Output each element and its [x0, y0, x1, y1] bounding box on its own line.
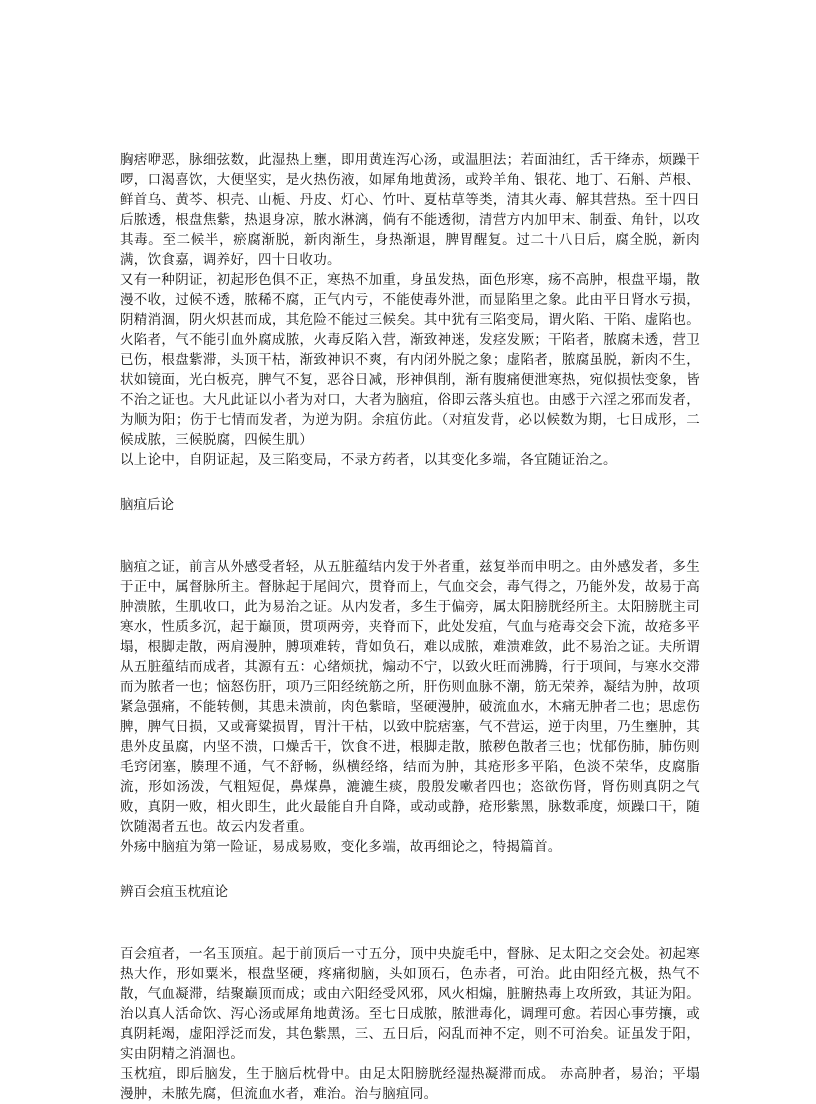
paragraph: 以上论中，自阴证起，及三陷变局，不录方药者，以其变化多端，各宜随证治之。	[120, 452, 617, 468]
paragraph: 百会疽者，一名玉顶疽。起于前顶后一寸五分，顶中央旋毛中，督脉、足太阳之交会处。初起寒热大作，形如粟米，根盘坚硬，疼痛彻脑，头如顶石，色赤者，可治。此由阳经亢极，热气不散，气血凝滞，结聚巅顶而成；或由六阳经受风邪，风火相煽，脏腑热毒上攻所致，其证为阳。治以真人活命饮、泻心汤或犀角地黄汤。至七日成脓，脓泄毒化，调理可愈。若因心事劳攘，或真阴耗竭，虚阳浮泛而发，其色紫黑，三、五日后，闷乱而神不定，则不可治矣。证虽发于阳，实由阴精之消涸也。	[120, 946, 700, 1062]
paragraph: 脑疽之证，前言从外感受者轻，从五脏蕴结内发于外者重，兹复举而申明之。由外感发者，多生于正中，属督脉所主。督脉起于尾闾穴，贯脊而上，气血交会，毒气得之，乃能外发，故易于高肿溃脓，生肌收口，此为易治之证。从内发者，多生于偏旁，属太阳膀胱经所主。太阳膀胱主司寒水，性质多沉，起于巅顶，贯项两旁，夹脊而下，此处发疽，气血与疮毒交会下流，故疮多平塌，根脚走散，两肩漫肿，膊项难转，背如负石，难以成脓，难溃难敛，此不易治之证。夫所谓从五脏蕴结而成者，其源有五：心绪烦扰，煽动不宁，以致火旺而沸腾，行于项间，与寒水交滞而为脓者一也；恼怒伤肝，项乃三阳经统筋之所，肝伤则血脉不潮，筋无荣养，凝结为肿，故项紧急强痛，不能转侧，其患未溃前，肉色紫暗，坚硬漫肿，破流血水，木痛无肿者二也；思虑伤脾，脾气日损，又或膏粱损胃，胃汁干枯，以致中脘痞塞，气不营运，逆于肉里，乃生壅肿，其患外皮虽腐，内坚不溃，口燥舌干，饮食不进，根脚走散，脓秽色散者三也；忧郁伤肺，肺伤则毛窍闭塞，腠理不通，气不舒畅，纵横经络，结而为肿，其疮形多平陷，色淡不荣华，皮腐脂流，形如汤泼，气粗短促，鼻煤鼻，漉漉生痰，殷殷发嗽者四也；恣欲伤肾，肾伤则真阴之气败，真阴一败，相火即生，此火最能自升自降，或动或静，疮形紫黑，脉数乖度，烦躁口干，随饮随渴者五也。故云内发者重。	[120, 559, 700, 835]
paragraph: 外疡中脑疽为第一险证，易成易败，变化多端，故再细论之，特揭篇首。	[120, 839, 562, 855]
spacer	[120, 470, 700, 495]
paragraph: 又有一种阴证，初起形色俱不正，寒热不加重，身虽发热，面色形寒，疡不高肿，根盘平塌，散漫不收，过候不透，脓稀不腐，正气内亏，不能使毒外泄，而显陷里之象。此由平日肾水亏损，阴精消涸，阴火炽甚而成，其危险不能过三候矣。其中犹有三陷变局，谓火陷、干陷、虚陷也。火陷者，气不能引血外腐成脓，火毒反陷入营，渐致神迷，发痉发厥；干陷者，脓腐未透，营卫已伤，根盘紫滞，头顶干枯，渐致神识不爽，有内闭外脱之象；虚陷者，脓腐虽脱，新肉不生，状如镜面，光白板亮，脾气不复，恶谷日减，形神俱削，渐有腹痛便泄寒热，宛似损怯变象，皆不治之证也。大凡此证以小者为对口，大者为脑疽，俗即云落头疽也。由感于六淫之邪而发者，为顺为阳；伤于七情而发者，为逆为阴。余疽仿此。（对疽发背，必以候数为期，七日成形，二候成脓，三候脱腐，四候生肌）	[120, 272, 700, 448]
section-heading: 脑疽后论	[120, 497, 174, 513]
document-page	[120, 150, 700, 1104]
section-heading: 辨百会疽玉枕疽论	[120, 884, 228, 900]
paragraph: 玉枕疽，即后脑发，生于脑后枕骨中。由足太阳膀胱经湿热凝滞而成。 赤高肿者，易治；平塌漫肿，未脓先腐，但流血水者，难治。治与脑疽同。	[120, 1066, 700, 1102]
paragraph: 胸痞咿恶，脉细弦数，此湿热上壅，即用黄连泻心汤，或温胆法；若面油红，舌干绛赤，烦躁干啰，口渴喜饮，大便坚实，是火热伤液，如犀角地黄汤，或羚羊角、银花、地丁、石斛、芦根、鲜首乌、黄芩、枳壳、山栀、丹皮、灯心、竹叶、夏枯草等类，清其火毒、解其营热。至十四日后脓透，根盘焦紫，热退身凉，脓水淋漓，倘有不能透彻，清营方内加甲末、制蚕、角针，以攻其毒。至二候半，瘀腐渐脱，新肉渐生，身热渐退，脾胃醒复。过二十八日后，腐全脱，新肉满，饮食嘉，调养好，四十日收功。	[120, 152, 700, 268]
spacer	[120, 857, 700, 882]
spacer	[120, 515, 700, 557]
spacer	[120, 902, 700, 944]
